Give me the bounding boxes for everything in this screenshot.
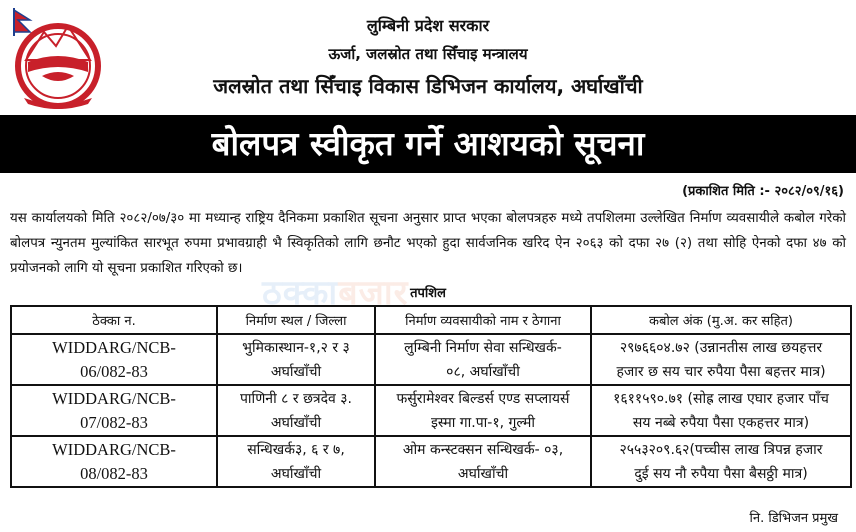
contract-details-table	[10, 305, 852, 488]
notice-body-text: यस कार्यालयको मिति २०८२/०७/३० मा मध्यान्ह राष्ट्रिय दैनिकमा प्रकाशित सूचना अनुसार प्राप्त भएका बोलपत्रहरु मध्ये तपशिलमा उल्लेखित निर्माण व्यवसायीले कबोल गरेको बोलपत्र न्युनतम मुल्यांकित सारभूत रुपमा प्रभावग्राही भै स्विकृतिको लागि छनौट भएको हुदा सार्वजनिक खरिद ऐन २०६३ को दफा २७ (२) तथा सोहि ऐनको दफा ४७ को प्रयोजनको लागि यो सूचना प्रकाशित गरिएको छ।	[10, 211, 846, 276]
contract-no-line-1: WIDDARG/NCB-	[52, 439, 176, 459]
site-cell	[217, 436, 375, 487]
contract-no-cell	[11, 436, 217, 487]
site-line-2: अर्घाखाँची	[270, 465, 322, 482]
government-name: लुम्बिनी प्रदेश सरकार	[366, 16, 490, 35]
contract-no-line-2: 08/082-83	[80, 463, 148, 483]
published-date: (प्रकाशित मिति :- २०८२/०९/१६)	[682, 184, 844, 199]
signatory-title: नि. डिभिजन प्रमुख	[749, 511, 838, 526]
table-row	[11, 334, 851, 385]
site-line-1: सन्धिखर्क३, ६ र ७,	[247, 441, 345, 458]
amount-line-1: २९७६६०४.७२ (उन्नानतीस लाख छयहत्तर	[619, 339, 823, 356]
site-line-2: अर्घाखाँची	[270, 414, 322, 431]
amount-line-2: सय नब्बे रुपैया पैसा एकहत्तर मात्र)	[632, 414, 810, 431]
watermark-part-2: बजार	[338, 273, 409, 313]
column-header-contract-no: ठेक्का न.	[11, 306, 217, 334]
site-cell	[217, 334, 375, 385]
builder-line-2: इस्मा गा.पा-१, गुल्मी	[431, 414, 535, 431]
table-header-row	[11, 306, 851, 334]
column-header-bid-amount: कबोल अंक (मु.अ. कर सहित)	[591, 306, 851, 334]
notice-title-banner: बोलपत्र स्वीकृत गर्ने आशयको सूचना	[0, 115, 856, 173]
builder-cell	[375, 385, 591, 436]
builder-line-1: लुम्बिनी निर्माण सेवा सन्धिखर्क-	[404, 339, 562, 356]
contract-no-line-1: WIDDARG/NCB-	[52, 388, 176, 408]
bid-amount-cell	[591, 334, 851, 385]
table-row	[11, 385, 851, 436]
builder-cell	[375, 334, 591, 385]
contract-no-cell	[11, 385, 217, 436]
builder-line-1: फर्सुरामेश्वर बिल्डर्स एण्ड सप्लायर्स	[396, 390, 570, 407]
contract-no-line-2: 06/082-83	[80, 361, 148, 381]
site-line-1: पाणिनी ८ र छत्रदेव ३.	[239, 390, 353, 407]
details-section-title: तपशिल	[410, 286, 446, 301]
ministry-name: ऊर्जा, जलस्रोत तथा सिँचाइ मन्त्रालय	[328, 45, 528, 63]
amount-line-2: दुई सय नौ रुपैया पैसा बैसठ्ठी मात्र)	[634, 465, 808, 482]
bid-amount-cell	[591, 385, 851, 436]
builder-line-2: ०८, अर्घाखाँची	[446, 363, 520, 380]
table-row	[11, 436, 851, 487]
column-header-site: निर्माण स्थल / जिल्ला	[217, 306, 375, 334]
amount-line-1: २५५३२०९.६२(पच्चीस लाख त्रिपन्न हजार	[619, 441, 823, 458]
amount-line-1: १६११५९०.७१ (सोह्र लाख एघार हजार पाँच	[613, 390, 829, 407]
watermark-part-1: ठक्का	[262, 273, 339, 313]
site-line-1: भुमिकास्थान-१,२ र ३	[242, 339, 350, 356]
column-header-builder: निर्माण व्यवसायीको नाम र ठेगाना	[375, 306, 591, 334]
bid-amount-cell	[591, 436, 851, 487]
site-line-2: अर्घाखाँची	[270, 363, 322, 380]
builder-line-1: ओम कन्स्टक्सन सन्धिखर्क- ०३,	[402, 441, 564, 458]
builder-line-2: अर्घाखाँची	[457, 465, 509, 482]
site-cell	[217, 385, 375, 436]
contract-no-cell	[11, 334, 217, 385]
contract-no-line-2: 07/082-83	[80, 412, 148, 432]
contract-no-line-1: WIDDARG/NCB-	[52, 337, 176, 357]
amount-line-2: हजार छ सय चार रुपैया पैसा बहत्तर मात्र)	[616, 363, 826, 380]
office-name: जलस्रोत तथा सिँचाइ विकास डिभिजन कार्यालय, अर्घाखाँची	[213, 74, 643, 98]
builder-cell	[375, 436, 591, 487]
